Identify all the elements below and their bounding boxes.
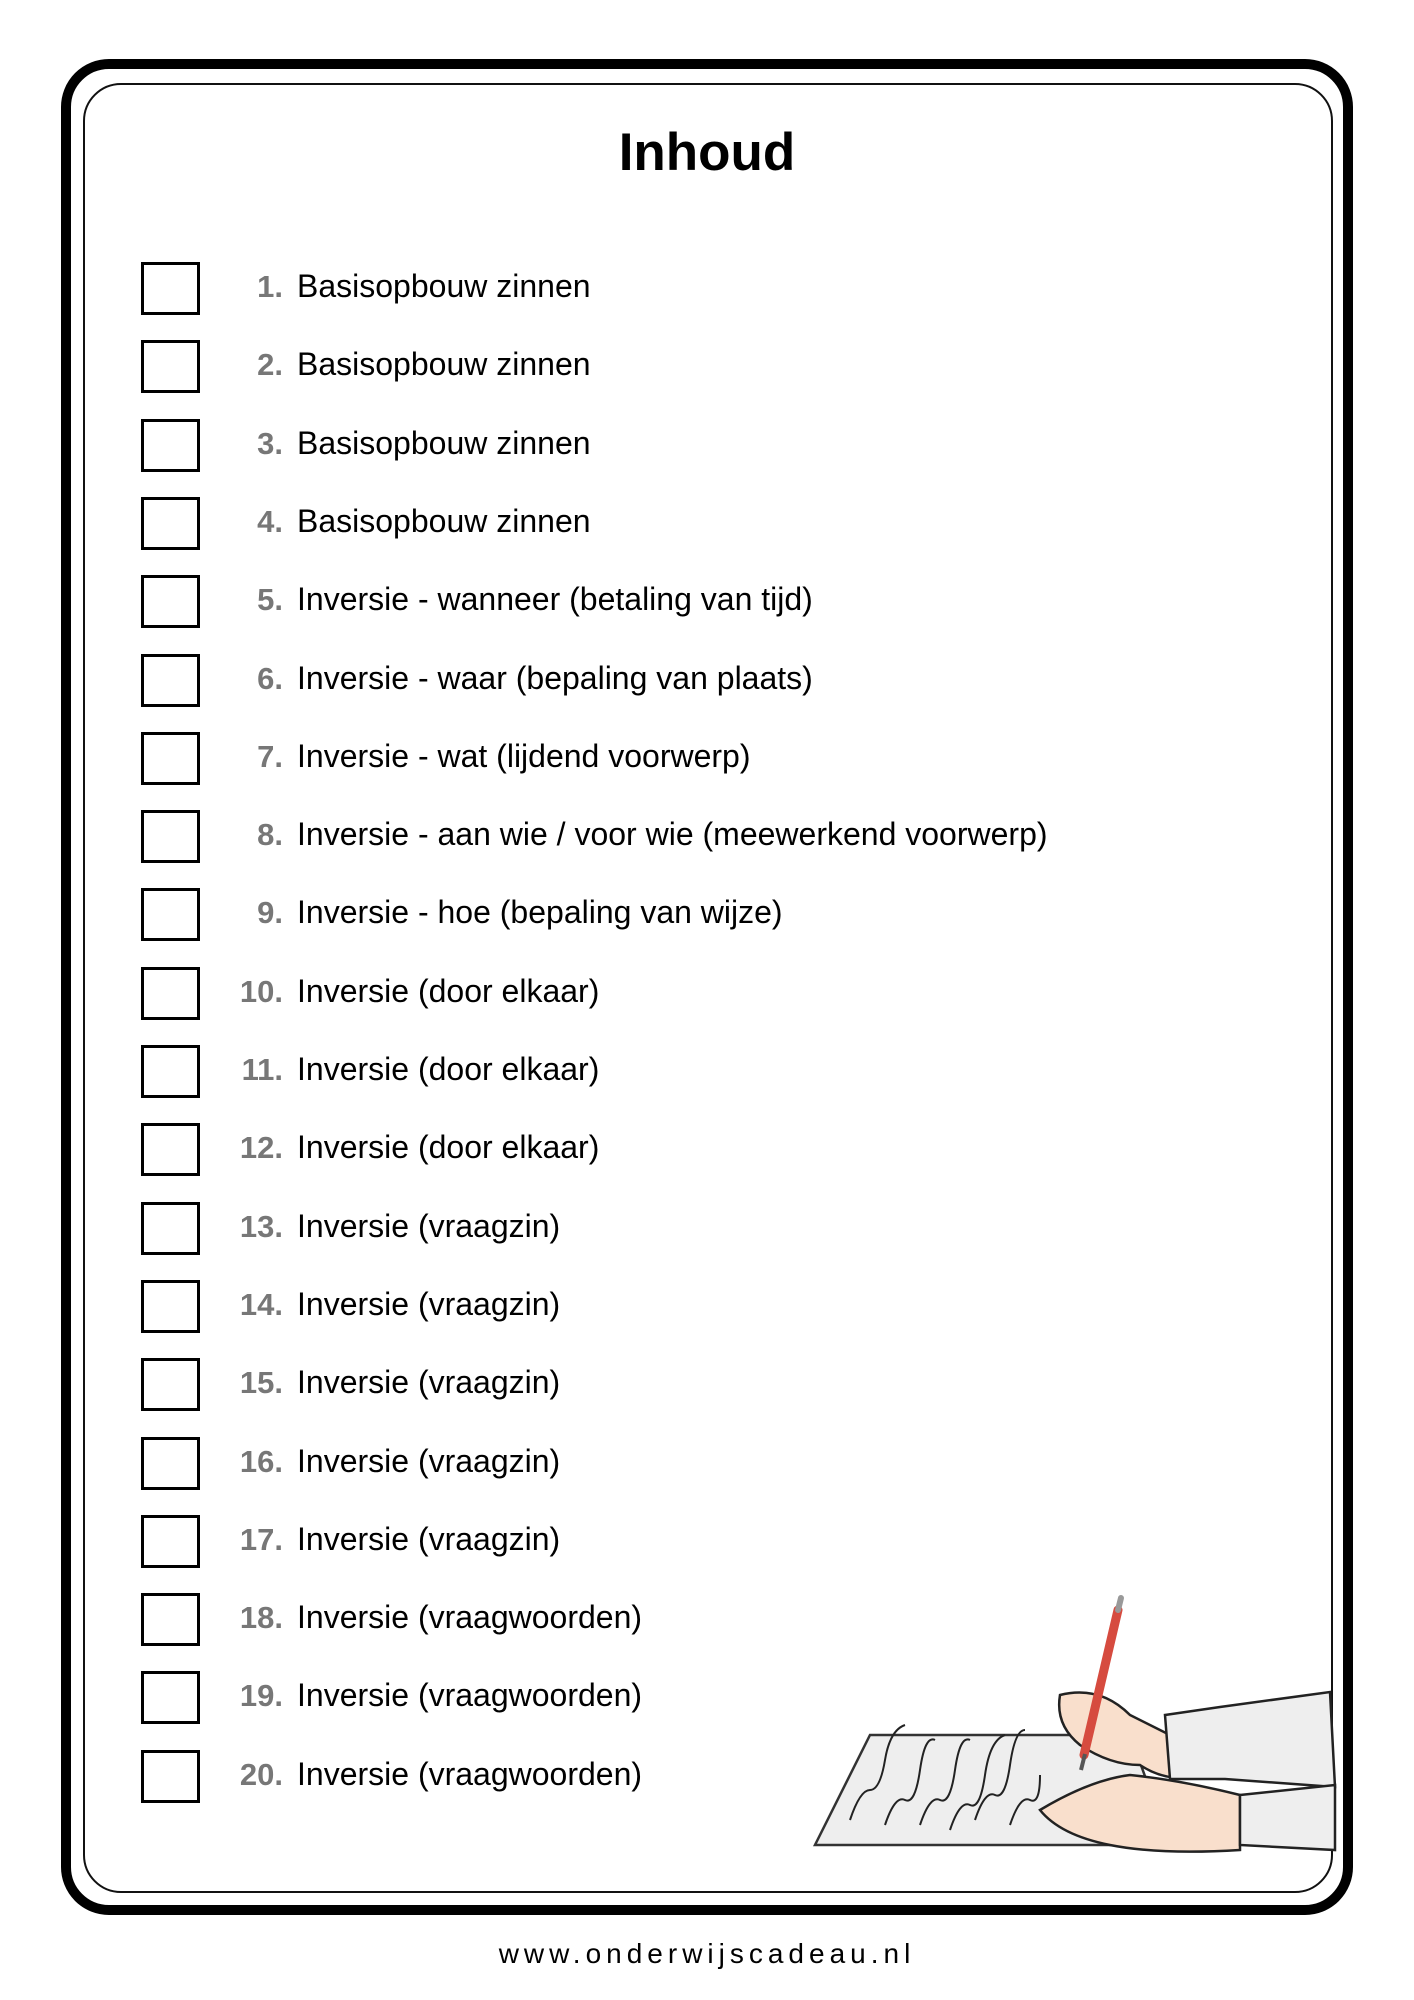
item-number: 5. — [257, 582, 283, 618]
pen-clicker — [1118, 1598, 1121, 1610]
item-number: 18. — [239, 1600, 283, 1636]
checkbox[interactable] — [141, 575, 200, 628]
checkbox[interactable] — [141, 1437, 200, 1490]
list-item — [141, 810, 1141, 862]
checkbox[interactable] — [141, 1045, 200, 1098]
item-number: 20. — [239, 1756, 283, 1792]
item-number: 19. — [239, 1678, 283, 1714]
item-number: 16. — [239, 1443, 283, 1479]
list-item — [141, 967, 1141, 1019]
sleeve-lower — [1240, 1785, 1335, 1850]
item-number: 7. — [257, 738, 283, 774]
item-label: Inversie (vraagwoorden) — [297, 1677, 643, 1714]
item-label: Basisopbouw zinnen — [297, 268, 591, 304]
item-label: Inversie (door elkaar) — [297, 972, 600, 1009]
list-item — [141, 340, 1141, 392]
item-label: Inversie (vraagwoorden) — [297, 1599, 643, 1636]
checkbox[interactable] — [141, 262, 200, 315]
list-item — [141, 654, 1141, 706]
item-number: 13. — [239, 1208, 283, 1244]
item-label: Inversie (vraagwoorden) — [297, 1755, 643, 1792]
checkbox[interactable] — [141, 419, 200, 472]
checkbox[interactable] — [141, 1593, 200, 1646]
sleeve-upper — [1165, 1692, 1335, 1787]
checkbox[interactable] — [141, 340, 200, 393]
item-label: Inversie - wat (lijdend voorwerp) — [297, 737, 751, 774]
list-item — [141, 1437, 1141, 1489]
item-label: Inversie (vraagzin) — [297, 1442, 561, 1479]
list-item — [141, 575, 1141, 627]
checkbox[interactable] — [141, 1123, 200, 1176]
list-item — [141, 419, 1141, 471]
item-label: Inversie - aan wie / voor wie (meewerkend voorwerp) — [297, 816, 1048, 853]
item-label: Basisopbouw zinnen — [297, 346, 591, 383]
checkbox[interactable] — [141, 497, 200, 550]
item-label: Inversie (vraagzin) — [297, 1364, 561, 1401]
list-item — [141, 732, 1141, 784]
list-item — [141, 1280, 1141, 1332]
checkbox[interactable] — [141, 1358, 200, 1411]
list-item — [141, 888, 1141, 940]
checkbox[interactable] — [141, 1280, 200, 1333]
checkbox[interactable] — [141, 1202, 200, 1255]
footer-website: www.onderwijscadeau.nl — [498, 1938, 916, 1969]
page-title: Inhoud — [618, 123, 796, 182]
checkbox[interactable] — [141, 1515, 200, 1568]
list-item — [141, 1123, 1141, 1175]
item-number: 17. — [239, 1521, 283, 1557]
list-item — [141, 1515, 1141, 1567]
checkbox[interactable] — [141, 967, 200, 1020]
item-label: Inversie - waar (bepaling van plaats) — [297, 659, 813, 696]
list-item — [141, 1202, 1141, 1254]
item-number: 10. — [239, 973, 283, 1009]
item-number: 4. — [257, 503, 283, 539]
item-number: 3. — [257, 425, 283, 461]
checkbox[interactable] — [141, 888, 200, 941]
list-item — [141, 497, 1141, 549]
list-item — [141, 1045, 1141, 1097]
item-label: Inversie (door elkaar) — [297, 1051, 600, 1087]
item-number: 12. — [239, 1130, 283, 1166]
item-number: 1. — [257, 269, 283, 304]
item-label: Inversie (vraagzin) — [297, 1207, 561, 1244]
item-label: Basisopbouw zinnen — [297, 502, 591, 539]
item-number: 15. — [239, 1365, 283, 1401]
checkbox[interactable] — [141, 732, 200, 785]
writing-hands-illustration — [800, 1580, 1340, 1860]
checkbox[interactable] — [141, 810, 200, 863]
item-label: Inversie - wanneer (betaling van tijd) — [297, 581, 813, 618]
item-label: Inversie (vraagzin) — [297, 1285, 561, 1322]
item-number: 6. — [257, 660, 283, 696]
item-label: Basisopbouw zinnen — [297, 424, 591, 461]
item-number: 14. — [239, 1286, 283, 1322]
item-label: Inversie (door elkaar) — [297, 1129, 600, 1166]
checkbox[interactable] — [141, 1671, 200, 1724]
item-number: 8. — [257, 817, 283, 853]
list-item — [141, 262, 1141, 314]
checkbox[interactable] — [141, 654, 200, 707]
item-number: 11. — [241, 1052, 283, 1087]
checkbox[interactable] — [141, 1750, 200, 1803]
list-item — [141, 1358, 1141, 1410]
item-number: 9. — [257, 895, 283, 931]
item-label: Inversie - hoe (bepaling van wijze) — [297, 894, 783, 931]
item-number: 2. — [257, 347, 283, 383]
item-label: Inversie (vraagzin) — [297, 1520, 561, 1557]
